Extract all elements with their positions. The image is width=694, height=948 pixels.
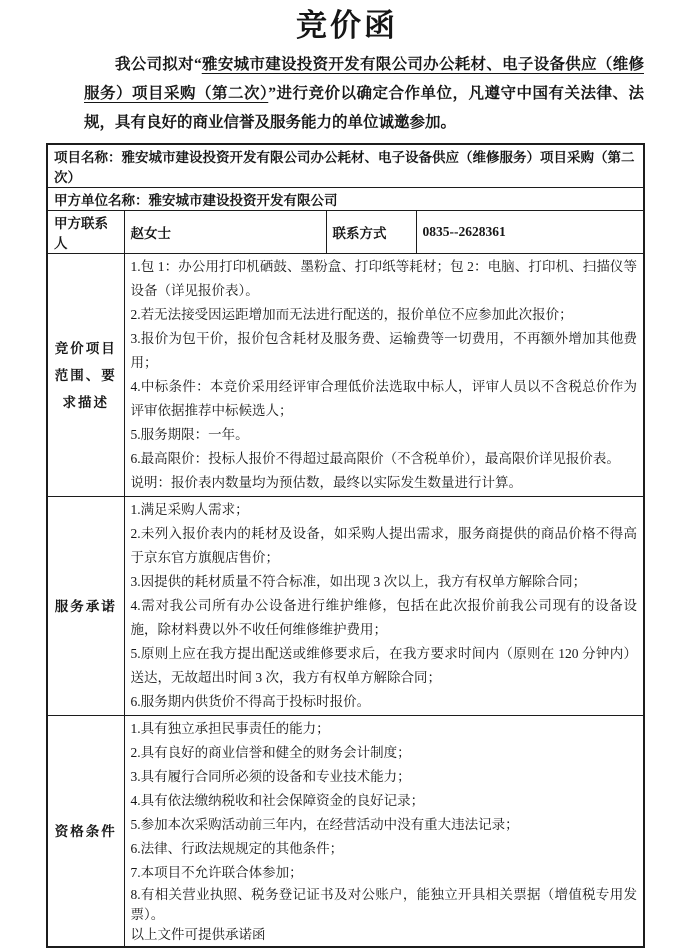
party-a-cell: 甲方单位名称：雅安城市建设投资开发有限公司 [47, 188, 644, 211]
contact-name-cell: 赵女士 [124, 211, 326, 254]
qualification-item: 5.参加本次采购活动前三年内，在经营活动中没有重大违法记录； [130, 817, 519, 832]
scope-item: 4.中标条件：本竞价采用经评审合理低价法选取中标人，评审人员以不含税总价作为评审依据推荐中标候选人； [130, 379, 637, 418]
qualification-item: 1.具有独立承担民事责任的能力； [130, 721, 330, 736]
service-item: 6.服务期内供货价不得高于投标时报价。 [130, 694, 371, 709]
scope-item: 2.若无法接受因运距增加而无法进行配送的，报价单位不应参加此次报价； [130, 307, 573, 322]
table-row-party-a [47, 188, 644, 211]
service-item: 1.满足采购人需求； [130, 502, 249, 517]
service-content-cell [124, 497, 644, 716]
project-name-cell: 项目名称：雅安城市建设投资开发有限公司办公耗材、电子设备供应（维修服务）项目采购（第二次） [47, 144, 644, 188]
qualification-item: 8.有相关营业执照、税务登记证书及对公账户，能独立开具相关票据（增值税专用发票）。 [130, 887, 637, 922]
intro-prefix: 我公司拟对“ [115, 56, 202, 73]
scope-item: 6.最高限价：投标人报价不得超过最高限价（不含税单价），最高限价详见报价表。 [130, 451, 620, 466]
qualification-content-cell [124, 716, 644, 948]
contact-phone-cell: 0835--2628361 [416, 211, 644, 254]
scope-item: 3.报价为包干价，报价包含耗材及服务费、运输费等一切费用，不再额外增加其他费用； [130, 331, 637, 370]
intro-paragraph [84, 50, 644, 137]
table-row-project-name [47, 144, 644, 188]
bid-info-table [46, 143, 645, 948]
page-title: 竞价函 [296, 8, 398, 43]
qualification-label-cell: 资格条件 [47, 716, 124, 948]
service-item: 3.因提供的耗材质量不符合标准，如出现 3 次以上，我方有权单方解除合同； [130, 574, 587, 589]
qualification-item: 4.具有依法缴纳税收和社会保障资金的良好记录； [130, 793, 425, 808]
qualification-item: 2.具有良好的商业信誉和健全的财务会计制度； [130, 745, 411, 760]
scope-item: 说明：报价表内数量均为预估数，最终以实际发生数量进行计算。 [130, 475, 522, 490]
contact-phone-label-cell: 联系方式 [326, 211, 416, 254]
scope-item: 5.服务期限：一年。 [130, 427, 249, 442]
qualification-item: 3.具有履行合同所必须的设备和专业技术能力； [130, 769, 411, 784]
scope-content-cell [124, 254, 644, 497]
intro-suffix: ”进行竞价以确定合作单位，凡遵守中国有关法律、法规，具有良好的商业信誉及服务能力的单位诚邀参加。 [84, 85, 644, 131]
scope-item: 1.包 1：办公用打印机硒鼓、墨粉盒、打印纸等耗材；包 2：电脑、打印机、扫描仪等设备（详见报价表）。 [130, 259, 637, 298]
table-row-service [47, 497, 644, 716]
document-page [0, 6, 694, 942]
service-item: 4.需对我公司所有办公设备进行维护维修，包括在此次报价前我公司现有的设备设施，除材料费以外不收任何维修维护费用； [130, 598, 637, 637]
qualification-item: 6.法律、行政法规规定的其他条件； [130, 841, 344, 856]
table-row-qualification [47, 716, 644, 948]
qualification-item-note: 以上文件可提供承诺函 [130, 927, 266, 942]
service-item: 2.未列入报价表内的耗材及设备，如采购人提出需求，服务商提供的商品价格不得高于京东官方旗舰店售价； [130, 526, 637, 565]
qualification-item: 7.本项目不允许联合体参加； [130, 865, 303, 880]
service-item: 5.原则上应在我方提出配送或维修要求后，在我方要求时间内（原则在 120 分钟内）送达，无故超出时间 3 次，我方有权单方解除合同； [130, 646, 637, 685]
contact-label-cell: 甲方联系人 [47, 211, 124, 254]
intro-project-name: 雅安城市建设投资开发有限公司办公耗材、电子设备供应（维修服务）项目采购（第二次） [84, 56, 644, 102]
table-row-scope [47, 254, 644, 497]
service-label-cell: 服务承诺 [47, 497, 124, 716]
scope-label-cell: 竞价项目范围、要求描述 [47, 254, 124, 497]
table-row-contact [47, 211, 644, 254]
